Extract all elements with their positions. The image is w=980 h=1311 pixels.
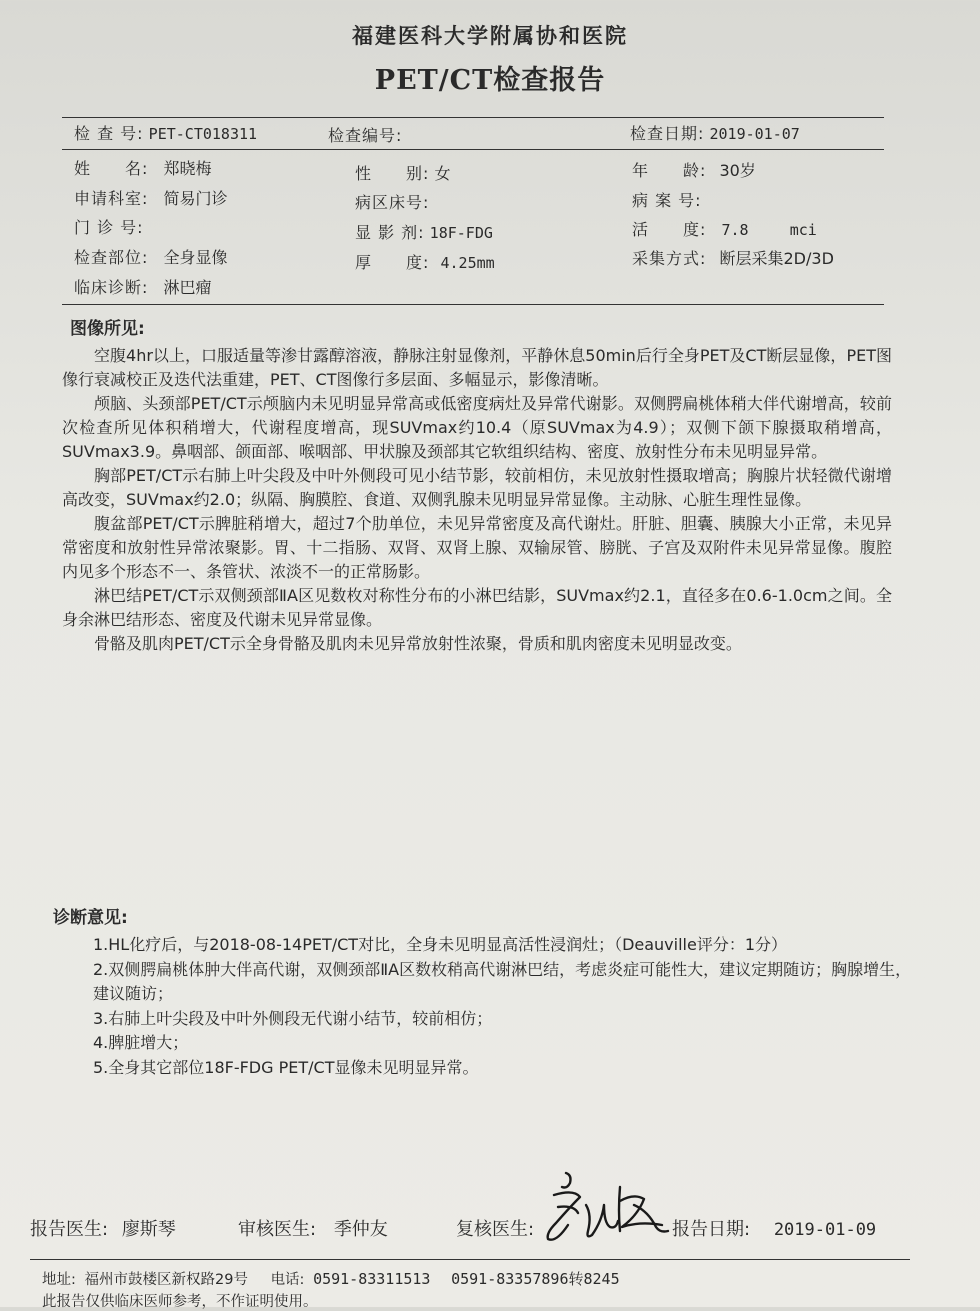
case-label: 病 案 号: xyxy=(632,191,702,210)
checker-label: 复核医生: xyxy=(456,1219,535,1240)
mode-field xyxy=(632,246,834,269)
checker-field xyxy=(456,1215,534,1241)
activity-unit: mci xyxy=(789,221,817,239)
reviewer-label: 审核医生: xyxy=(238,1219,317,1240)
mode-value: 断层采集2D/3D xyxy=(719,249,834,268)
ward-field xyxy=(355,190,429,213)
sex-value: 女 xyxy=(434,164,451,183)
address-value: 福州市鼓楼区新权路29号 xyxy=(84,1272,248,1288)
sex-field xyxy=(355,161,451,184)
age-value: 30岁 xyxy=(719,161,756,180)
conclusion-heading: 诊断意见: xyxy=(53,908,128,928)
reporter-name: 廖斯琴 xyxy=(121,1219,176,1240)
age-label: 年 龄: xyxy=(632,161,707,180)
findings-paragraph: 胸部PET/CT示右肺上叶尖段及中叶外侧段可见小结节影，较前相仿，未见放射性摄取增高；胸腺片状轻微代谢增高改变，SUVmax约2.0；纵隔、胸膜腔、食道、双侧乳腺未见明显异常显像。主动脉、心脏生理性显像。 xyxy=(62,466,892,509)
case-field xyxy=(632,188,702,211)
conclusion-item: 5.全身其它部位18F-FDG PET/CT显像未见明显异常。 xyxy=(93,1057,479,1077)
findings-paragraph: 颅脑、头颈部PET/CT示颅脑内未见明显异常高或低密度病灶及异常代谢影。双侧腭扁桃体稍大伴代谢增高，较前次检查所见体积稍增大，代谢程度增高，现SUVmax约10.4（原SUVmax为4.9）；双侧下颌下腺摄取稍增高，SUVmax3.9。鼻咽部、颌面部、喉咽部、甲状腺及颈部其它软组织结构、密度、放射性分布未见明显异常。 xyxy=(62,394,892,461)
agent-label: 显 影 剂: xyxy=(355,223,425,242)
report-date-label: 报告日期: xyxy=(672,1219,751,1240)
conclusion-item: 2.双侧腭扁桃体肿大伴高代谢，双侧颈部ⅡA区数枚稍高代谢淋巴结，考虑炎症可能性大，建议定期随访；胸腺增生，建议随访； xyxy=(93,959,912,1003)
site-field xyxy=(74,245,228,268)
name-value: 郑晓梅 xyxy=(163,159,212,178)
name-field xyxy=(74,156,212,179)
thickness-label: 厚 度: xyxy=(355,253,430,272)
phone-label: 电话: xyxy=(270,1272,305,1288)
ward-label: 病区床号: xyxy=(355,193,430,212)
activity-field xyxy=(632,217,817,240)
age-field xyxy=(632,158,756,181)
dept-label: 申请科室: xyxy=(74,189,149,208)
diagnosis-label: 临床诊断: xyxy=(74,278,149,297)
activity-label: 活 度: xyxy=(632,220,707,239)
clinic-field xyxy=(74,215,144,238)
clinic-label: 门 诊 号: xyxy=(74,218,144,237)
conclusion-list xyxy=(93,933,913,1080)
activity-value: 7.8 xyxy=(721,221,749,239)
dept-field xyxy=(74,186,228,209)
findings-paragraph: 骨骼及肌肉PET/CT示全身骨骼及肌肉未见异常放射性浓聚，骨质和肌肉密度未见明显改变。 xyxy=(94,634,742,653)
hospital-name: 福建医科大学附属协和医院 xyxy=(352,23,628,48)
findings-paragraph: 腹盆部PET/CT示脾脏稍增大，超过7个肋单位，未见异常密度及高代谢灶。肝脏、胆囊、胰腺大小正常，未见异常密度和放射性异常浓聚影。胃、十二指肠、双肾、双肾上腺、双输尿管、膀胱、子宫及双附件未见异常显像。腹腔内见多个形态不一、条管状、浓淡不一的正常肠影。 xyxy=(62,514,892,581)
handwritten-signature xyxy=(536,1165,686,1250)
report-date-value: 2019-01-09 xyxy=(773,1220,877,1240)
phone-2: 0591-83357896转8245 xyxy=(451,1270,620,1288)
findings-paragraph: 空腹4hr以上，口服适量等渗甘露醇溶液，静脉注射显像剂，平静休息50min后行全身PET及CT断层显像，PET图像行衰减校正及迭代法重建，PET、CT图像行多层面、多幅显示，影像清晰。 xyxy=(62,346,892,389)
agent-field xyxy=(355,220,493,243)
footer-contact xyxy=(42,1268,620,1289)
reviewer-name: 季仲友 xyxy=(333,1219,388,1240)
footer-note: 此报告仅供临床医师参考，不作证明使用。 xyxy=(42,1294,318,1310)
reviewer-field xyxy=(238,1215,388,1241)
reporter-label: 报告医生: xyxy=(30,1219,109,1240)
exam-date-value: 2019-01-07 xyxy=(709,125,800,143)
exam-code-label: 检查编号: xyxy=(328,126,403,145)
site-label: 检查部位: xyxy=(74,248,149,267)
divider-meta xyxy=(62,149,884,150)
exam-code-field xyxy=(328,123,402,146)
exam-date-label: 检查日期: xyxy=(630,124,705,143)
diagnosis-field xyxy=(74,275,212,298)
findings-body xyxy=(62,344,892,656)
findings-paragraph: 淋巴结PET/CT示双侧颈部ⅡA区见数枚对称性分布的小淋巴结影，SUVmax约2.1，直径多在0.6-1.0cm之间。全身余淋巴结形态、密度及代谢未见异常显像。 xyxy=(62,586,892,629)
agent-value: 18F-FDG xyxy=(429,224,493,242)
report-date-field xyxy=(672,1215,876,1241)
exam-no-value: PET-CT018311 xyxy=(148,125,258,143)
report-title: PET/CT检查报告 xyxy=(374,65,606,96)
diagnosis-value: 淋巴瘤 xyxy=(163,278,212,297)
conclusion-item: 3.右肺上叶尖段及中叶外侧段无代谢小结节，较前相仿； xyxy=(93,1008,493,1028)
phone-1: 0591-83311513 xyxy=(313,1270,431,1288)
address-label: 地址: xyxy=(42,1272,76,1288)
exam-date-field xyxy=(630,121,800,144)
exam-no-field xyxy=(74,121,257,144)
site-value: 全身显像 xyxy=(163,248,228,267)
conclusion-item: 1.HL化疗后，与2018-08-14PET/CT对比，全身未见明显高活性浸润灶；（Deauville评分：1分） xyxy=(93,935,788,954)
mode-label: 采集方式: xyxy=(632,249,707,268)
thickness-value: 4.25mm xyxy=(440,254,495,272)
conclusion-item: 4.脾脏增大； xyxy=(93,1033,189,1052)
exam-no-label: 检 查 号: xyxy=(74,124,144,143)
divider-footer xyxy=(30,1259,910,1260)
thickness-field xyxy=(355,250,495,273)
divider-patient xyxy=(62,304,884,305)
name-label: 姓 名: xyxy=(74,159,149,178)
reporter-field xyxy=(30,1215,176,1241)
findings-heading: 图像所见: xyxy=(70,319,145,339)
sex-label: 性 别: xyxy=(355,164,430,183)
dept-value: 简易门诊 xyxy=(163,189,228,208)
divider-top xyxy=(62,117,884,118)
